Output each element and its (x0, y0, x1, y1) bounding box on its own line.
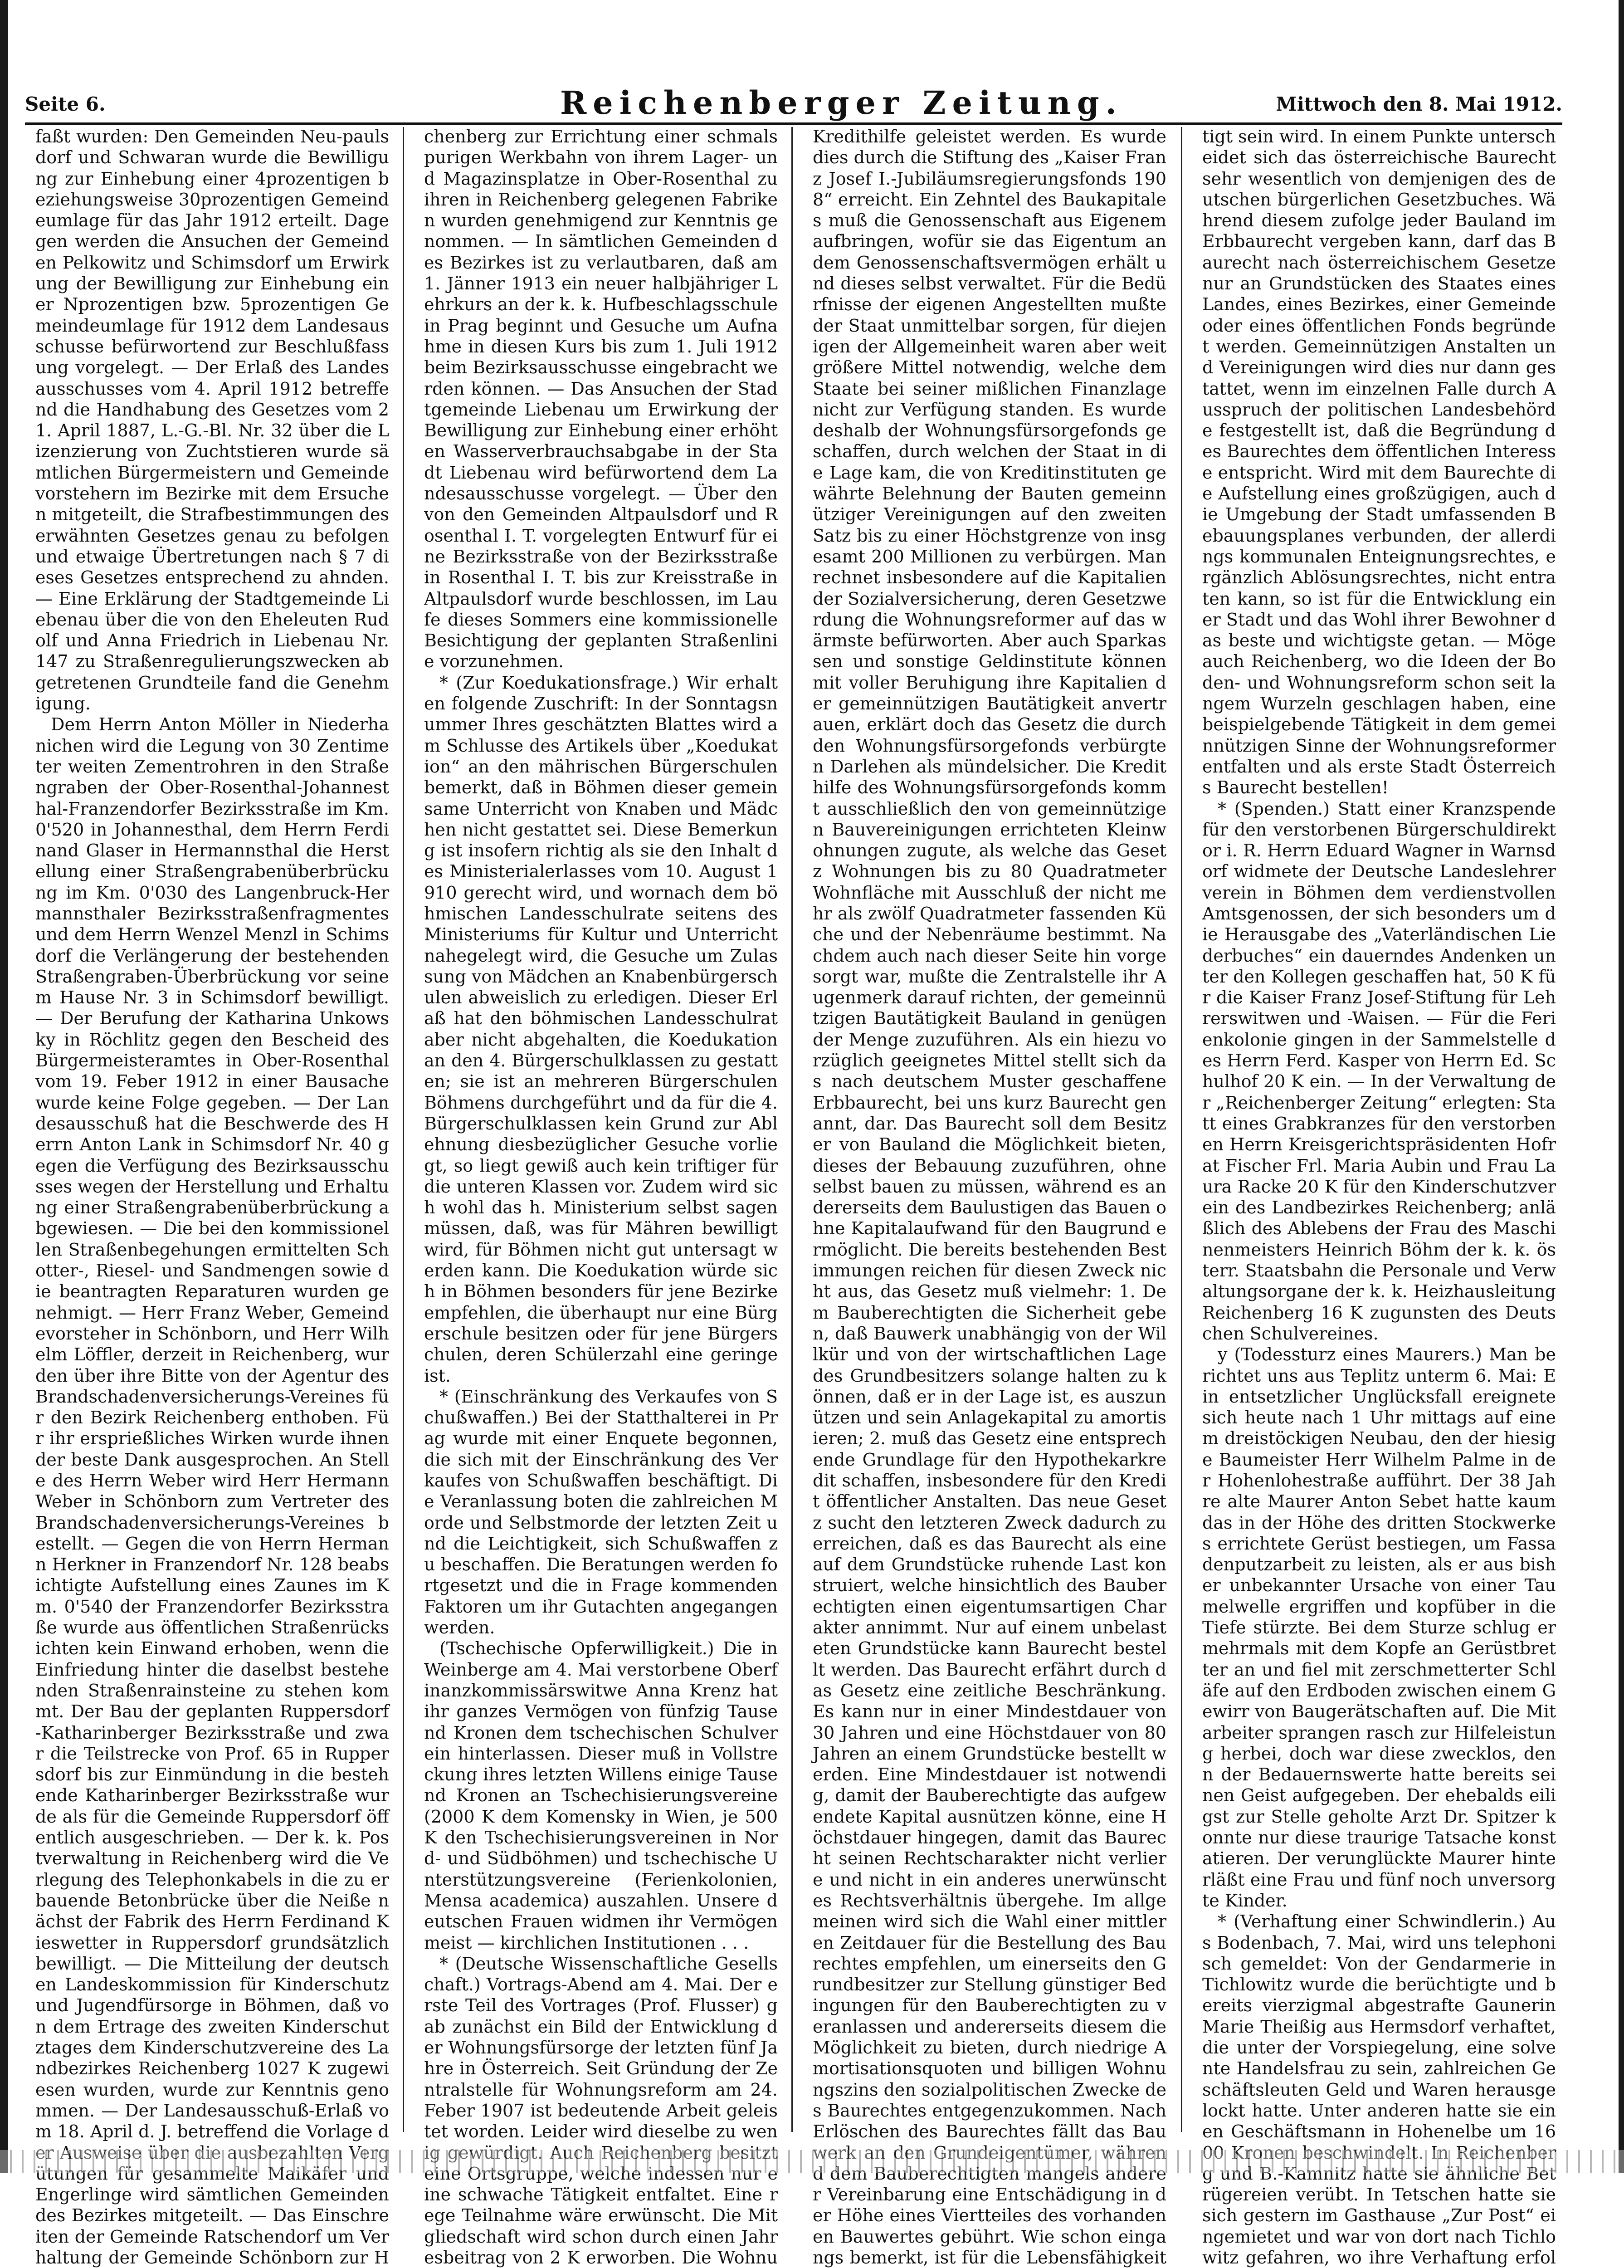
scan-edge-right (1619, 0, 1624, 2173)
issue-date: Mittwoch den 8. Mai 1912. (1276, 93, 1562, 115)
article-paragraph: chenberg zur Errichtung einer schmalspurigen Werkbahn von ihrem Lager- und Magazinsplatze in Ober-Rosenthal zu ihren in Reichenberg gelegenen Fabriken wurden genehmigend zur Kenntnis genommen. — In sämtlichen Gemeinden des Bezirkes ist zu verlautbaren, daß am 1. Jänner 1913 ein neuer halbjähriger Lehrkurs an der k. k. Hufbeschlagsschule in Prag beginnt und Gesuche um Aufnahme in diesen Kurs bis zum 1. Juli 1912 beim Bezirksausschusse eingebracht werden können. — Das Ansuchen der Stadtgemeinde Liebenau um Erwirkung der Bewilligung zur Einhebung einer erhöhten Wasserverbrauchsabgabe in der Stadt Liebenau wird befürwortend dem Landesausschusse vorgelegt. — Über den von den Gemeinden Altpaulsdorf und Rosenthal I. T. vorgelegten Entwurf für eine Bezirksstraße von der Bezirksstraße in Rosenthal I. T. bis zur Kreisstraße in Altpaulsdorf wurde beschlossen, im Laufe dieses Sommers eine kommissionelle Besichtigung der geplanten Straßenlinie vorzunehmen. (424, 127, 778, 672)
column-rule (1181, 127, 1182, 2132)
article-paragraph: * (Deutsche Wissenschaftliche Gesellschaft.) Vortrags-Abend am 4. Mai. Der erste Teil des Vortrages (Prof. Flusser) gab zunächst ein Bild der Entwicklung der Wohnungsfürsorge der letzten fünf Jahre in Österreich. Seit Gründung der Zentralstelle für Wohnungsreform am 24. Feber 1907 ist bedeutende Arbeit geleistet worden. Leider wird dieselbe zu wenig gewürdigt. Auch Reichenberg besitzt eine Ortsgruppe, welche indessen nur eine schwache Tätigkeit entfaltet. Eine rege Teilnahme wäre erwünscht. Die Mitgliedschaft wird schon durch einen Jahresbeitrag von 2 K erworben. Die Wohnu (424, 1953, 778, 2268)
scan-edge-left (0, 0, 8, 2173)
newspaper-title: Reichenberger Zeitung. (560, 84, 1123, 122)
article-paragraph: faßt wurden: Den Gemeinden Neu-paulsdorf und Schwaran wurde die Bewilligung zur Einhebung einer 4prozentigen beziehungsweise 30prozentigen Gemeindeumlage für das Jahr 1912 erteilt. Dagegen werden die Ansuchen der Gemeinden Pelkowitz und Schimsdorf um Erwirkung der Bewilligung zur Einhebung einer Nprozentigen bzw. 5prozentigen Gemeindeumlage für 1912 dem Landesausschusse befürwortend zur Beschlußfassung vorgelegt. — Der Erlaß des Landesausschusses vom 4. April 1912 betreffend die Handhabung des Gesetzes vom 21. April 1887, L.-G.-Bl. Nr. 32 über die Lizenzierung von Zuchtstieren wurde sämtlichen Bürgermeistern und Gemeindevorstehern im Bezirke mit dem Ersuchen mitgeteilt, die Strafbestimmungen des erwähnten Gesetzes genau zu befolgen und etwaige Übertretungen nach § 7 dieses Gesetzes entsprechend zu ahnden. — Eine Erklärung der Stadtgemeinde Liebenau über die von den Eheleuten Rudolf und Anna Friedrich in Liebenau Nr. 147 zu Straßenregulierungszwecken abgetretenen Grundteile fand die Genehmigung. (35, 127, 389, 714)
column-rule (403, 127, 404, 2132)
text-column-1 (35, 126, 389, 2268)
article-paragraph: * (Verhaftung einer Schwindlerin.) Aus Bodenbach, 7. Mai, wird uns telephonisch gemeldet: Von der Gendarmerie in Tichlowitz wurde die berüchtigte und bereits vierzigmal abgestrafte Gaunerin Marie Theißig aus Hermsdorf verhaftet, die unter der Vorspiegelung, eine solvente Handelsfrau zu sein, zahlreichen Geschäftsleuten Geld und Waren herausgelockt hatte. Unter anderen hatte sie einen Geschäftsmann in Hohenelbe um 1600 Kronen beschwindelt. In Reichenberg und B.-Kamnitz hatte sie ähnliche Betrügereien verübt. In Tetschen hatte sie sich gestern im Gasthause „Zur Post“ eingemietet und war von dort nach Tichlowitz gefahren, wo ihre Verhaftung erfol (1202, 1911, 1556, 2268)
column-rule (791, 127, 793, 2132)
article-paragraph: * (Spenden.) Statt einer Kranzspende für den verstorbenen Bürgerschuldirektor i. R. Herrn Eduard Wagner in Warnsdorf widmete der Deutsche Landeslehrerverein in Böhmen dem verdienstvollen Amtsgenossen, der sich besonders um die Herausgabe des „Vaterländischen Liederbuches“ ein dauerndes Andenken unter den Kollegen geschaffen hat, 50 K für die Kaiser Franz Josef-Stiftung für Lehrerswitwen und -Waisen. — Für die Ferienkolonie gingen in der Sammelstelle des Herrn Ferd. Kasper von Herrn Ed. Schulhof 20 K ein. — In der Verwaltung der „Reichenberger Zeitung“ erlegten: Statt eines Grabkranzes für den verstorbenen Herrn Kreisgerichtspräsidenten Hofrat Fischer Frl. Maria Aubin und Frau Laura Racke 20 K für den Kinderschutzverein des Landbezirkes Reichenberg; anläßlich des Ablebens der Frau des Maschinenmeisters Heinrich Böhm der k. k. österr. Staatsbahn die Personale und Verwaltungsorgane der k. k. Heizhausleitung Reichenberg 16 K zugunsten des Deutschen Schulvereines. (1202, 798, 1556, 1344)
text-column-3 (813, 126, 1166, 2268)
text-column-4 (1202, 126, 1556, 2268)
article-paragraph: (Tschechische Opferwilligkeit.) Die in Weinberge am 4. Mai verstorbene Oberfinanzkommissärswitwe Anna Krenz hat ihr ganzes Vermögen von fünfzig Tausend Kronen dem tschechischen Schulverein hinterlassen. Dieser muß in Vollstreckung ihres letzten Willens einige Tausend Kronen an Tschechisierungsvereine (2000 K dem Komensky in Wien, je 500 K den Tschechisierungsvereinen in Nord- und Südböhmen) und tschechische Unterstützungsvereine (Ferienkolonien, Mensa academica) auszahlen. Unsere deutschen Frauen widmen ihr Vermögen meist — kirchlichen Institutionen . . . (424, 1638, 778, 1953)
article-paragraph: tigt sein wird. In einem Punkte unterscheidet sich das österreichische Baurecht sehr wesentlich von demjenigen des deutschen bürgerlichen Gesetzbuches. Während diesem zufolge jeder Bauland im Erbbaurecht vergeben kann, darf das Baurecht nach österreichischem Gesetze nur an Grundstücken des Staates eines Landes, eines Bezirkes, einer Gemeinde oder eines öffentlichen Fonds begründet werden. Gemeinnützigen Anstalten und Vereinigungen wird dies nur dann gestattet, wenn im einzelnen Falle durch Ausspruch der politischen Landesbehörde festgestellt ist, daß die Begründung des Baurechtes dem öffentlichen Interesse entspricht. Wird mit dem Baurechte die Aufstellung eines großzügigen, auch die Umgebung der Stadt umfassenden Bebauungsplanes verbunden, der allerdings kommunalen Enteignungsrechtes, ergänzlich Ablösungsrechtes, nicht entraten kann, so ist für die Entwicklung einer Stadt und das Wohl ihrer Bewohner das beste und wichtigste getan. — Möge auch Reichenberg, wo die Ideen der Boden- und Wohnungsreform schon seit langem Wurzeln geschlagen haben, eine beispielgebende Tätigkeit in dem gemeinnützigen Sinne der Wohnungsreformer entfalten und als erste Stadt Österreichs Baurecht bestellen! (1202, 127, 1556, 798)
article-paragraph: Kredithilfe geleistet werden. Es wurde dies durch die Stiftung des „Kaiser Franz Josef I.-Jubiläumsregierungsfonds 1908“ erreicht. Ein Zehntel des Baukapitales muß die Genossenschaft aus Eigenem aufbringen, wofür sie das Eigentum an dem Genossenschaftsvermögen erhält und dieses selbst verwaltet. Für die Bedürfnisse der eigenen Angestellten mußte der Staat unmittelbar sorgen, für diejenigen der Allgemeinheit waren aber weit größere Mittel notwendig, welche dem Staate bei seiner mißlichen Finanzlage nicht zur Verfügung standen. Es wurde deshalb der Wohnungsfürsorgefonds geschaffen, durch welchen der Staat in die Lage kam, die von Kreditinstituten gewährte Belehnung der Bauten gemeinnütziger Vereinigungen auf den zweiten Satz bis zu einer Höchstgrenze von insgesamt 200 Millionen zu verbürgen. Man rechnet insbesondere auf die Kapitalien der Sozialversicherung, deren Gesetzwerdung die Wohnungsreformer auf das wärmste befürworten. Aber auch Sparkassen und sonstige Geldinstitute können mit voller Beruhigung ihre Kapitalien der gemeinnützigen Bautätigkeit anvertrauen, erklärt doch das Gesetz die durch den Wohnungsfürsorgefonds verbürgten Darlehen als mündelsicher. Die Kredithilfe des Wohnungsfürsorgefonds kommt ausschließlich den von gemeinnützigen Bauvereinigungen errichteten Kleinwohnungen zugute, als welche das Gesetz Wohnungen bis zu 80 Quadratmeter Wohnfläche mit Ausschluß der nicht mehr als zwölf Quadratmeter fassenden Küche und der Nebenräume bestimmt. Nachdem auch nach dieser Seite hin vorgesorgt war, mußte die Zentralstelle ihr Augenmerk darauf richten, der gemeinnützigen Bautätigkeit Bauland in genügender Menge zuzuführen. Als ein hiezu vorzüglich geeignetes Mittel stellt sich das nach deutschem Muster geschaffene Erbbaurecht, bei uns kurz Baurecht genannt, dar. Das Baurecht soll dem Besitzer von Bauland die Möglichkeit bieten, dieses der Bebauung zuzuführen, ohne selbst bauen zu müssen, während es andererseits dem Baulustigen das Bauen ohne Kapitalaufwand für den Baugrund ermöglicht. Die bereits bestehenden Bestimmungen reichen für diesen Zweck nicht aus, das Gesetz muß vielmehr: 1. Dem Bauberechtigten die Sicherheit geben, daß Bauwerk unabhängig von der Willkür und von der wirtschaftlichen Lage des Grundbesitzers solange halten zu können, daß er in der Lage ist, es auszunützen und sein Anlagekapital zu amortisieren; 2. muß das Gesetz eine entsprechende Grundlage für den Hypothekarkredit schaffen, insbesondere für den Kredit öffentlicher Anstalten. Das neue Gesetz sucht den letzteren Zweck dadurch zu erreichen, daß es das Baurecht als eine auf dem Grundstücke ruhende Last konstruiert, welche hinsichtlich des Bauberechtigten einen eigentumsartigen Charakter annimmt. Nur auf einem unbelasteten Grundstücke kann Baurecht bestellt werden. Das Baurecht erfährt durch das Gesetz eine zeitliche Beschränkung. Es kann nur in einer Mindestdauer von 30 Jahren und eine Höchstdauer von 80 Jahren an einem Grundstücke bestellt werden. Eine Mindestdauer ist notwendig, damit der Bauberechtigte das aufgewendete Kapital ausnützen könne, eine Höchstdauer hingegen, damit das Baurecht seinen Rechtscharakter nicht verliere und nicht in ein anderes unerwünschtes Rechtsverhältnis übergehe. Im allgemeinen wird sich die Wahl einer mittleren Zeitdauer für die Bestellung des Baurechtes empfehlen, um einerseits den Grundbesitzer zur Stellung günstiger Bedingungen für den Bauberechtigten zu veranlassen und andererseits diesem die Möglichkeit zu bieten, durch niedrige Amortisationsquoten und billigen Wohnungszins den sozialpolitischen Zwecke des Baurechtes entgegenzukommen. Nach Erlöschen des Baurechtes fällt das Bauwerk an den Grundeigentümer, während dem Bauberechtigten mangels anderer Vereinbarung eine Entschädigung in der Höhe eines Viertteiles des vorhandenen Bauwertes gebührt. Wie schon eingangs bemerkt, ist für die Lebensfähigkeit (813, 127, 1166, 2268)
text-column-2 (424, 126, 778, 2268)
page-header (25, 79, 1562, 125)
scan-edge-bottom (0, 2150, 1624, 2173)
page-number: Seite 6. (25, 93, 106, 115)
article-paragraph: * (Einschränkung des Verkaufes von Schußwaffen.) Bei der Statthalterei in Prag wurde mit einer Enquete begonnen, die sich mit der Einschränkung des Verkaufes von Schußwaffen beschäftigt. Die Veranlassung boten die zahlreichen Morde und Selbstmorde der letzten Zeit und die Leichtigkeit, sich Schußwaffen zu beschaffen. Die Beratungen werden fortgesetzt und die in Frage kommenden Faktoren um ihr Gutachten angegangen werden. (424, 1386, 778, 1638)
article-paragraph: y (Todessturz eines Maurers.) Man berichtet uns aus Teplitz unterm 6. Mai: Ein entsetzlicher Unglücksfall ereignete sich heute nach 1 Uhr mittags auf einem dreistöckigen Neubau, den der hiesige Baumeister Herr Wilhelm Palme in der Hohenlohestraße aufführt. Der 38 Jahre alte Maurer Anton Sebet hatte kaum das in der Höhe des dritten Stockwerkes errichtete Gerüst bestiegen, um Fassadenputzarbeit zu leisten, als er aus bisher unbekannter Ursache von einer Taumelwelle ergriffen und kopfüber in die Tiefe stürzte. Bei dem Sturze schlug er mehrmals mit dem Kopfe an Gerüstbretter an und fiel mit zerschmetterter Schläfe auf den Erdboden zwischen einem Gewirr von Baugerätschaften auf. Die Mitarbeiter sprangen rasch zur Hilfeleistung herbei, doch war diese zwecklos, denn der Bedauernswerte hatte bereits seinen Geist aufgegeben. Der ehebalds eiligst zur Stelle geholte Arzt Dr. Spitzer konnte nur diese traurige Tatsache konstatieren. Der verunglückte Maurer hinterläßt eine Frau und fünf noch unversorgte Kinder. (1202, 1344, 1556, 1911)
article-paragraph: Dem Herrn Anton Möller in Niederhanichen wird die Legung von 30 Zentimeter weiten Zementrohren in den Straßengraben der Ober-Rosenthal-Johannesthal-Franzendorfer Bezirksstraße im Km. 0'520 in Johannesthal, dem Herrn Ferdinand Glaser in Hermannsthal die Herstellung einer Straßengrabenüberbrückung im Km. 0'030 des Langenbruck-Hermannsthaler Bezirksstraßenfragmentes und dem Herrn Wenzel Menzl in Schimsdorf die Verlängerung der bestehenden Straßengraben-Überbrückung vor seinem Hause Nr. 3 in Schimsdorf bewilligt. — Der Berufung der Katharina Unkowsky in Röchlitz gegen den Bescheid des Bürgermeisteramtes in Ober-Rosenthal vom 19. Feber 1912 in einer Bausache wurde keine Folge gegeben. — Der Landesausschuß hat die Beschwerde des Herrn Anton Lank in Schimsdorf Nr. 40 gegen die Verfügung des Bezirksausschusses wegen der Herstellung und Erhaltung einer Straßengrabenüberbrückung abgewiesen. — Die bei den kommissionellen Straßenbegehungen ermittelten Schotter-, Riesel- und Sandmengen sowie die beantragten Reparaturen wurden genehmigt. — Herr Franz Weber, Gemeindevorsteher in Schönborn, und Herr Wilhelm Löffler, derzeit in Reichenberg, wurden über ihre Bitte von der Agentur des Brandschadenversicherungs-Vereines für den Bezirk Reichenberg enthoben. Für ihr ersprießliches Wirken wurde ihnen der beste Dank ausgesprochen. An Stelle des Herrn Weber wird Herr Hermann Weber in Schönborn zum Vertreter des Brandschadenversicherungs-Vereines bestellt. — Gegen die von Herrn Hermann Herkner in Franzendorf Nr. 128 beabsichtigte Aufstellung eines Zaunes im Km. 0'540 der Franzendorfer Bezirksstraße wurde aus öffentlichen Straßenrücksichten kein Einwand erhoben, wenn die Einfriedung hinter die daselbst bestehenden Straßenrainsteine zu stehen kommt. Der Bau der geplanten Ruppersdorf-Katharinberger Bezirksstraße und zwar die Teilstrecke von Prof. 65 in Ruppersdorf bis zur Einmündung in die bestehende Katharinberger Bezirksstraße wurde als für die Gemeinde Ruppersdorf öffentlich ausgeschrieben. — Der k. k. Postverwaltung in Reichenberg wird die Verlegung des Telephonkabels in die zu erbauende Betonbrücke über die Neiße nächst der Fabrik des Herrn Ferdinand Kieswetter in Ruppersdorf grundsätzlich bewilligt. — Die Mitteilung der deutschen Landeskommission für Kinderschutz und Jugendfürsorge in Böhmen, daß von dem Ertrage des zweiten Kinderschutztages dem Kinderschutzvereine des Landbezirkes Reichenberg 1027 K zugewiesen wurden, wurde zur Kenntnis genommen. — Der Landesausschuß-Erlaß vom 18. April d. J. betreffend die Vorlage der Ausweise über die ausbezahlten Vergütungen für gesammelte Maikäfer und Engerlinge wird sämtlichen Gemeinden des Bezirkes mitgeteilt. — Das Einschreiten der Gemeinde Ratschendorf um Verhaltung der Gemeinde Schönborn zur H (35, 714, 389, 2268)
article-paragraph: * (Zur Koedukationsfrage.) Wir erhalten folgende Zuschrift: In der Sonntagsnummer Ihres geschätzten Blattes wird am Schlusse des Artikels über „Koedukation“ an den mährischen Bürgerschulen bemerkt, daß in Böhmen dieser gemeinsame Unterricht von Knaben und Mädchen nicht gestattet sei. Diese Bemerkung ist insofern richtig als sie den Inhalt des Ministerialerlasses vom 10. August 1910 gerecht wird, und wornach dem böhmischen Landesschulrate seitens des Ministeriums für Kultur und Unterricht nahegelegt wird, die Gesuche um Zulassung von Mädchen an Knabenbürgerschulen abweislich zu erledigen. Dieser Erlaß hat den böhmischen Landesschulrat aber nicht abgehalten, die Koedukation an den 4. Bürgerschulklassen zu gestatten; sie ist an mehreren Bürgerschulen Böhmens durchgeführt und da für die 4. Bürgerschulklassen kein Grund zur Ablehnung diesbezüglicher Gesuche vorliegt, so liegt gewiß auch kein triftiger für die unteren Klassen vor. Zudem wird sich wohl das h. Ministerium selbst sagen müssen, daß, was für Mähren bewilligt wird, für Böhmen nicht gut untersagt werden kann. Die Koedukation würde sich in Böhmen besonders für jene Bezirke empfehlen, die überhaupt nur eine Bürgerschule besitzen oder für jene Bürgerschulen, deren Schülerzahl eine geringe ist. (424, 672, 778, 1386)
